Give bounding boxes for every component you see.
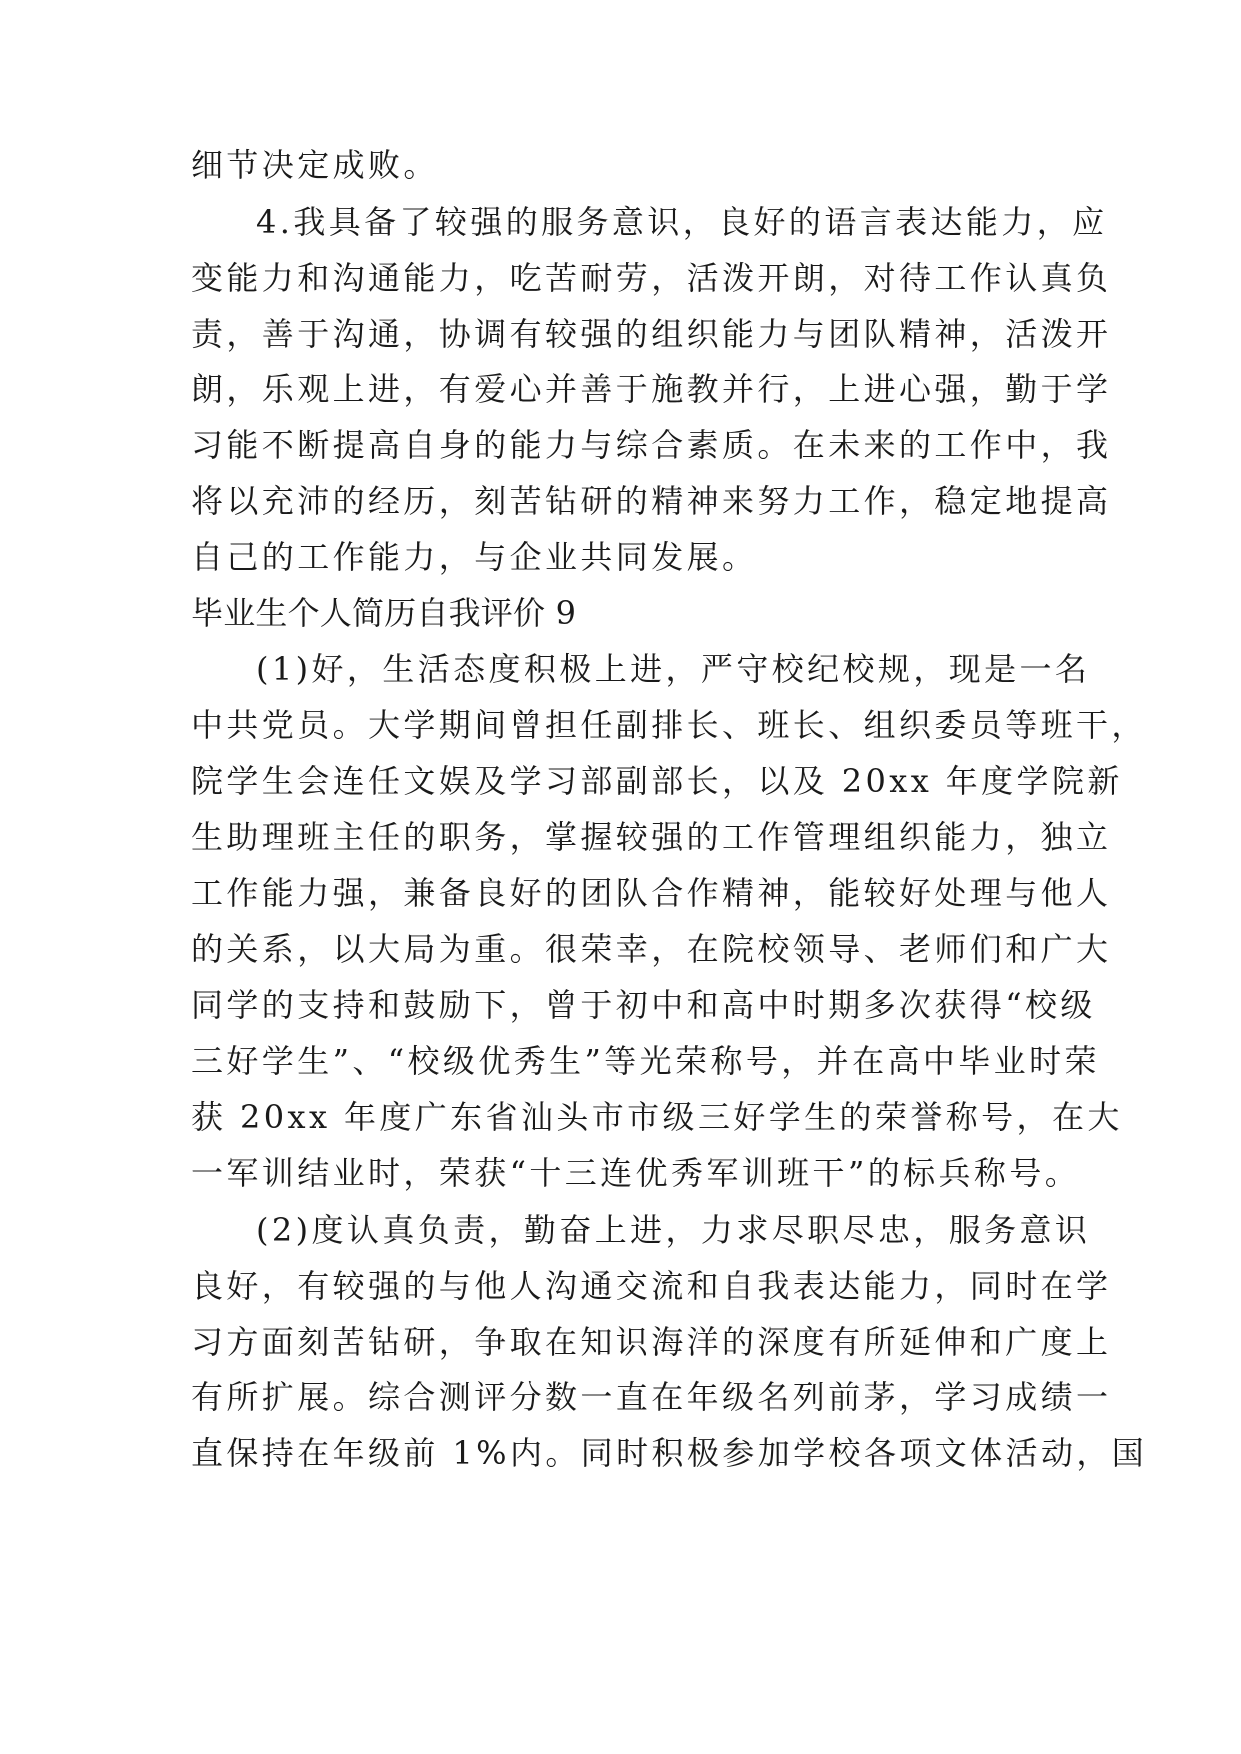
text-line: 获 20xx 年度广东省汕头市市级三好学生的荣誉称号，在大	[191, 1098, 1123, 1136]
text-line: 良好，有较强的与他人沟通交流和自我表达能力，同时在学	[191, 1267, 1112, 1305]
text-line: 三好学生”、“校级优秀生”等光荣称号，并在高中毕业时荣	[191, 1042, 1100, 1080]
text-line: 将以充沛的经历，刻苦钻研的精神来努力工作，稳定地提高	[191, 482, 1112, 520]
text-line: 中共党员。大学期间曾担任副排长、班长、组织委员等班干，	[191, 706, 1147, 744]
text-line: 自己的工作能力，与企业共同发展。	[191, 538, 758, 576]
text-line: 责，善于沟通，协调有较强的组织能力与团队精神，活泼开	[191, 315, 1112, 353]
text-line: 的关系，以大局为重。很荣幸，在院校领导、老师们和广大	[191, 930, 1112, 968]
paragraph-4-start: 4.我具备了较强的服务意识，良好的语言表达能力，应	[256, 203, 1108, 241]
section-heading: 毕业生个人简历自我评价 9	[191, 594, 577, 632]
text-line: 生助理班主任的职务，掌握较强的工作管理组织能力，独立	[191, 818, 1112, 856]
text-line: 院学生会连任文娱及学习部副部长，以及 20xx 年度学院新	[191, 762, 1123, 800]
text-line: 细节决定成败。	[191, 146, 439, 184]
text-line: 变能力和沟通能力，吃苦耐劳，活泼开朗，对待工作认真负	[191, 259, 1112, 297]
text-line: 工作能力强，兼备良好的团队合作精神，能较好处理与他人	[191, 874, 1112, 912]
text-line: 一军训结业时，荣获“十三连优秀军训班干”的标兵称号。	[191, 1154, 1081, 1192]
text-line: 直保持在年级前 1%内。同时积极参加学校各项文体活动，国	[191, 1434, 1148, 1472]
paragraph-1-start: (1)好，生活态度积极上进，严守校纪校规，现是一名	[256, 650, 1091, 688]
text-line: 同学的支持和鼓励下，曾于初中和高中时期多次获得“校级	[191, 986, 1096, 1024]
text-line: 习能不断提高自身的能力与综合素质。在未来的工作中，我	[191, 426, 1112, 464]
text-line: 有所扩展。综合测评分数一直在年级名列前茅，学习成绩一	[191, 1378, 1112, 1416]
text-line: 习方面刻苦钻研，争取在知识海洋的深度有所延伸和广度上	[191, 1323, 1112, 1361]
text-line: 朗，乐观上进，有爱心并善于施教并行，上进心强，勤于学	[191, 370, 1112, 408]
paragraph-2-start: (2)度认真负责，勤奋上进，力求尽职尽忠，服务意识	[256, 1211, 1091, 1249]
